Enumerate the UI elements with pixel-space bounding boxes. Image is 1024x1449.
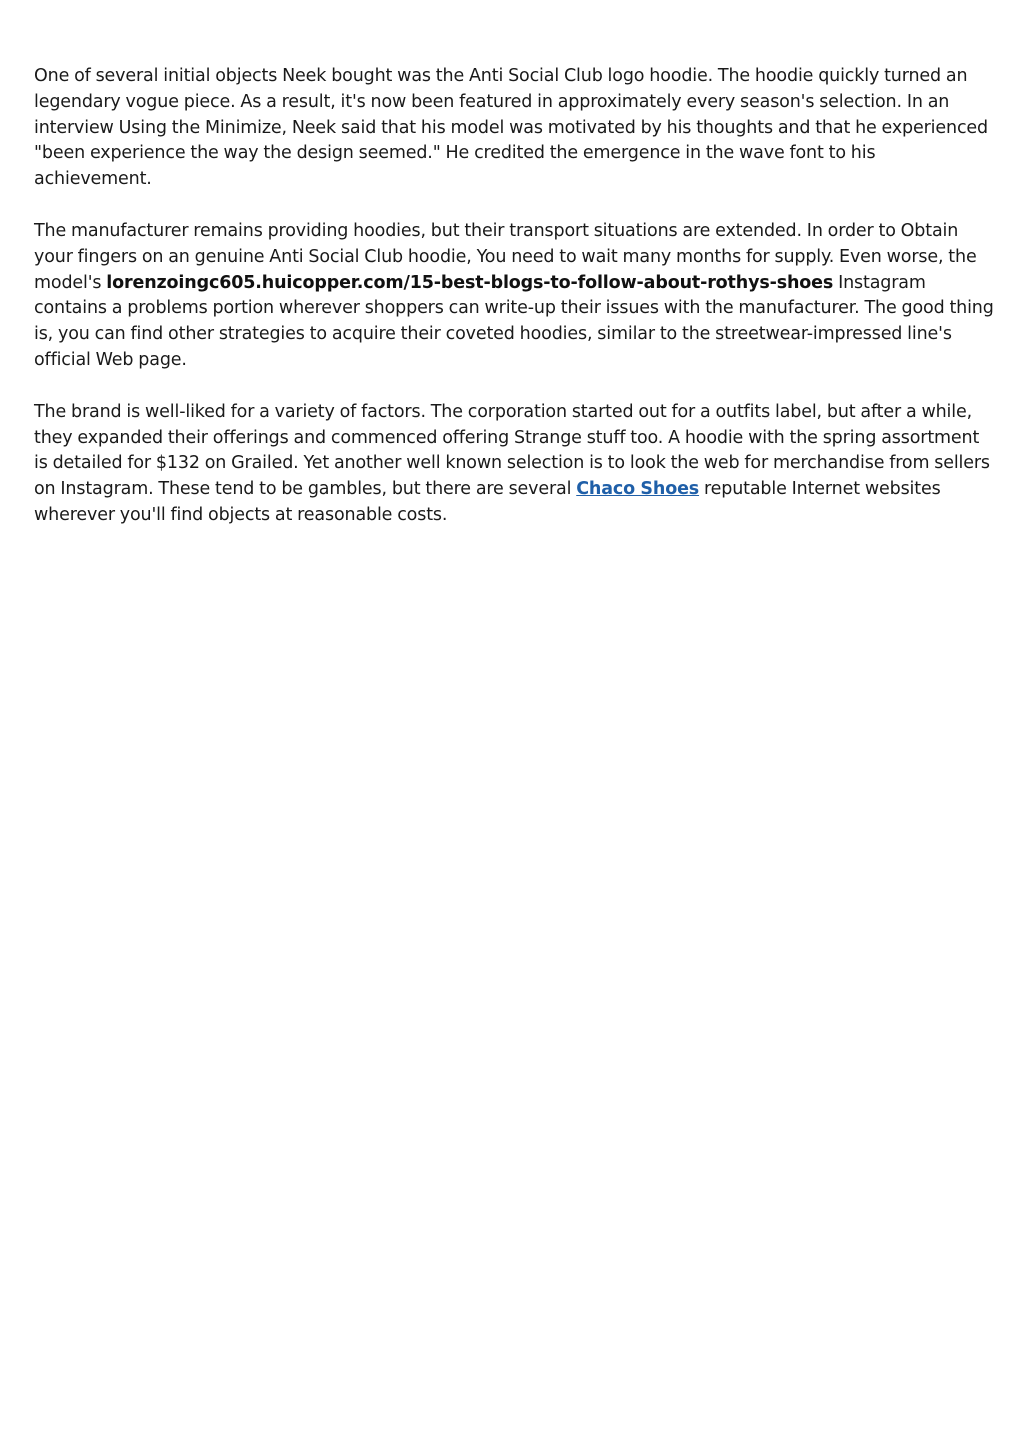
paragraph-2-text-before: The manufacturer remains providing hoodies, but their transport situations are extended. In order to Obtain your fingers on an genuine Anti Social Club hoodie, You need to wait many months for supply. Even worse, the model's xyxy=(34,220,977,293)
paragraph-1-text: One of several initial objects Neek bought was the Anti Social Club logo hoodie. The hoodie quickly turned an legendary vogue piece. As a result, it's now been featured in approximately every season's selection. In an interview Using the Minimize, Neek said that his model was motivated by his thoughts and that he experienced "been experience the way the design seemed." He credited the emergence in the wave font to his achievement. xyxy=(34,66,988,190)
paragraph-2-text-after: Instagram contains a problems portion wherever shoppers can write-up their issues with the manufacturer. The good thing is, you can find other strategies to acquire their coveted hoodies, similar to the streetwear-impressed line's official Web page. xyxy=(34,272,994,370)
bold-url-text: lorenzoingc605.huicopper.com/15-best-blogs-to-follow-about-rothys-shoes xyxy=(106,272,834,293)
paragraph-3-text-before: The brand is well-liked for a variety of factors. The corporation started out for a outfits label, but after a while, they expanded their offerings and commenced offering Strange stuff too. A hoodie with the spring assortment is detailed for $132 on Grailed. Yet another well known selection is to look the web for merchandise from sellers on Instagram. These tend to be gambles, but there are several xyxy=(34,401,990,500)
chaco-shoes-link[interactable]: Chaco Shoes xyxy=(576,479,700,500)
paragraph-2 xyxy=(34,219,996,374)
document-body xyxy=(34,64,996,555)
paragraph-3 xyxy=(34,400,996,529)
paragraph-3-text-after: reputable Internet websites wherever you'll find objects at reasonable costs. xyxy=(34,479,941,525)
paragraph-1 xyxy=(34,64,996,193)
